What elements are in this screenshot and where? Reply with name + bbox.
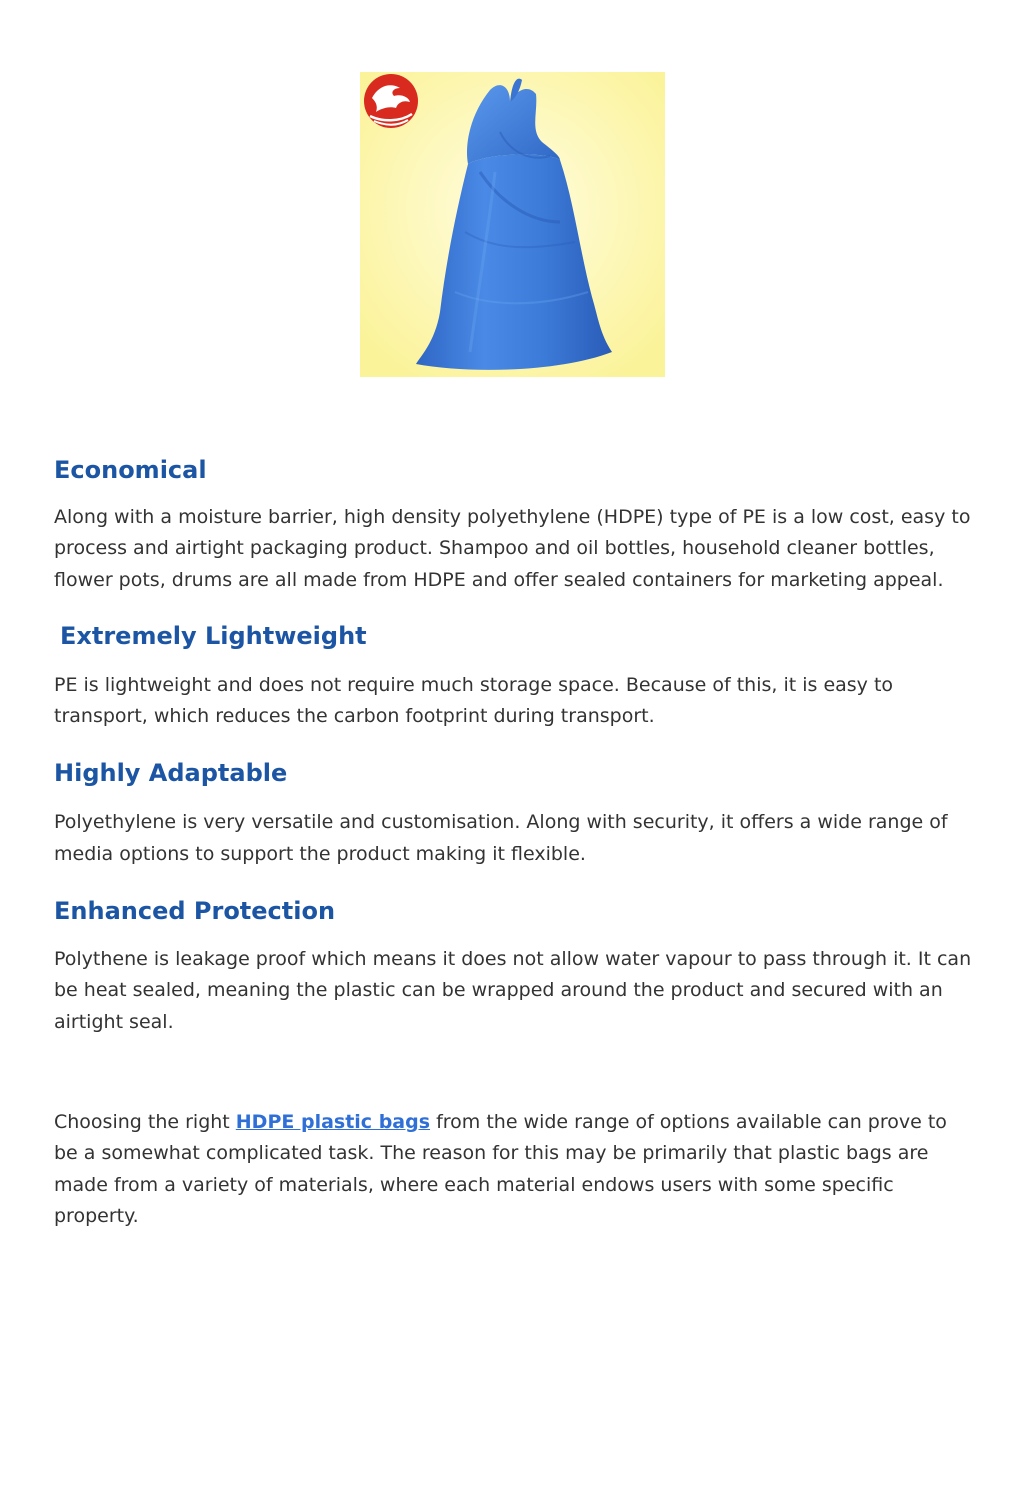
section-heading-economical: Economical [54, 456, 207, 484]
pegasus-logo-icon [364, 74, 418, 128]
closing-paragraph [54, 1107, 974, 1232]
section-heading-adaptable: Highly Adaptable [54, 759, 288, 788]
section-body-protection: Polythene is leakage proof which means it does not allow water vapour to pass through it. It can be heat sealed, meaning the plastic can be wrapped around the product and secured with an airtight seal. [54, 948, 972, 1033]
section-heading-protection: Enhanced Protection [54, 897, 336, 926]
article-content [54, 452, 974, 1232]
section-body-adaptable: Polyethylene is very versatile and customisation. Along with security, it offers a wide range of media options to support the product making it flexible. [54, 811, 948, 865]
closing-suffix: from the wide range of options available can prove to be a somewhat complicated task. The reason for this may be primarily that plastic bags are made from a variety of materials, where each material endows users with some specific property. [54, 1110, 947, 1227]
hdpe-plastic-bags-link[interactable]: HDPE plastic bags [235, 1110, 431, 1133]
section-body-lightweight: PE is lightweight and does not require much storage space. Because of this, it is easy to transport, which reduces the carbon footprint during transport. [54, 673, 894, 728]
section-body-economical: Along with a moisture barrier, high density polyethylene (HDPE) type of PE is a low cost, easy to process and airtight packaging product. Shampoo and oil bottles, household cleaner bottles, flower pots, drums are all made from HDPE and offer sealed containers for marketing appeal. [54, 506, 971, 591]
section-heading-lightweight: Extremely Lightweight [60, 621, 367, 650]
product-image [360, 72, 665, 377]
closing-prefix: Choosing the right [54, 1110, 236, 1133]
